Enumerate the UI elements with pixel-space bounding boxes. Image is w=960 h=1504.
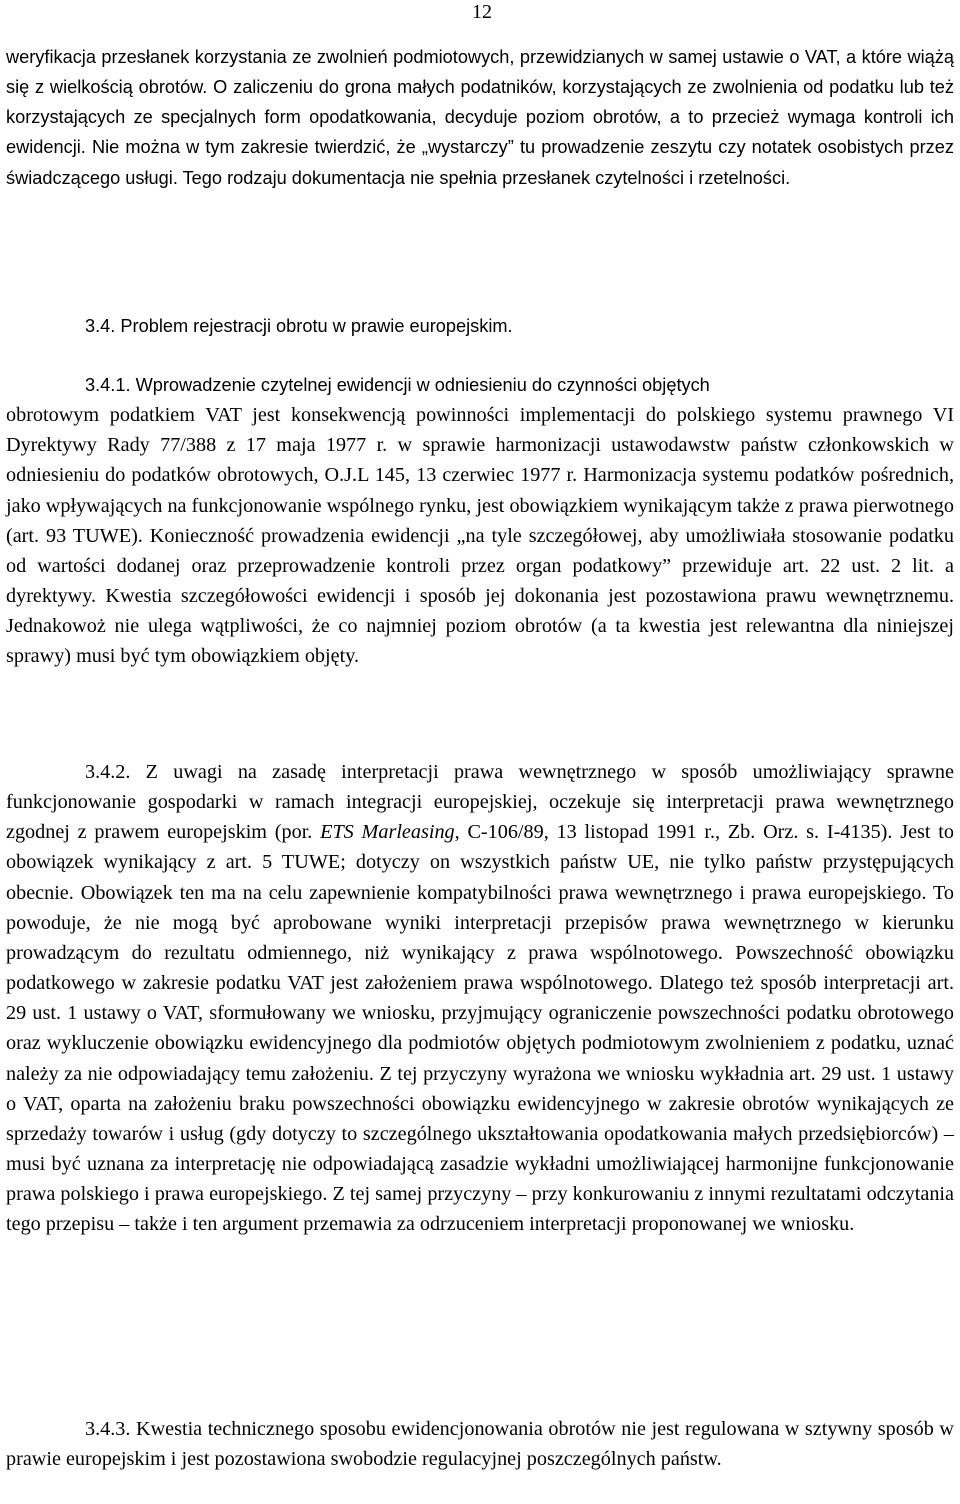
paragraph-1-text: weryfikacja przesłanek korzystania ze zwolnień podmiotowych, przewidzianych w samej ustawie o VAT, a które wiążą się z wielkością obrotów. O zaliczeniu do grona małych podatników, korzystających ze zwolnienia od podatku lub też korzystających ze specjalnych form opodatkowania, decyduje poziom obrotów, a to przecież wymaga kontroli ich ewidencji. Nie można w tym zakresie twierdzić, że „wystarczy” tu prowadzenie zeszytu czy notatek osobistych przez świadczącego usługi. Tego rodzaju dokumentacja nie spełnia przesłanek czytelności i rzetelności. [6,47,954,188]
paragraph-number: 3.4.2. [85,761,131,783]
paragraph-3-4-2 [6,757,954,1240]
paragraph-3-4-1-text: obrotowym podatkiem VAT jest konsekwencją powinności implementacji do polskiego systemu prawnego VI Dyrektywy Rady 77/388 z 17 maja 1977 r. w sprawie harmonizacji ustawodawstw państw członkowskich w odniesieniu do podatków obrotowych, O.J.L 145, 13 czerwiec 1977 r. Harmonizacja systemu podatków pośrednich, jako wpływających na funkcjonowanie wspólnego rynku, jest obowiązkiem wynikającym także z prawa pierwotnego (art. 93 TUWE). Konieczność prowadzenia ewidencji „na tyle szczegółowej, aby umożliwiała stosowanie podatku od wartości dodanej oraz przeprowadzenie kontroli przez organ podatkowy” przewiduje art. 22 ust. 2 lit. a dyrektywy. Kwestia szczegółowości ewidencji i sposób jej dokonania jest pozostawiona prawu wewnętrznemu. Jednakowoż nie ulega wątpliwości, że co najmniej poziom obrotów (a ta kwestia jest relewantna dla niniejszej sprawy) musi być tym obowiązkiem objęty. [6,404,954,668]
page-number: 12 [472,1,492,23]
paragraph-3-4-3 [6,1414,954,1474]
paragraph-number: 3.4.1. [85,375,131,395]
paragraph-3-4-2-text-before: Z uwagi na zasadę interpretacji prawa wewnętrznego w sposób umożliwiający sprawne funkcjonowanie gospodarki w ramach integracji europejskiej, oczekuje się interpretacji prawa wewnętrznego zgodnej z prawem europejskim (por. [6,761,954,844]
paragraph-3-4-3-text: Kwestia technicznego sposobu ewidencjonowania obrotów nie jest regulowana w sztywny sposób w prawie europejskim i jest pozostawiona swobodzie regulacyjnej poszczególnych państw. [6,1418,954,1471]
section-heading-3-4 [6,311,954,341]
section-heading-number: 3.4. [85,316,116,336]
paragraph-1 [6,42,954,193]
paragraph-lead-text: Wprowadzenie czytelnej ewidencji w odniesieniu do czynności objętych [135,375,710,395]
section-heading-title: Problem rejestracji obrotu w prawie europejskim. [120,316,513,336]
paragraph-number: 3.4.3. [85,1418,131,1440]
paragraph-3-4-1 [6,370,954,672]
case-name: ETS Marleasing [320,821,455,844]
paragraph-3-4-2-text-after: , C-106/89, 13 listopad 1991 r., Zb. Orz. s. I-4135). Jest to obowiązek wynikający z art. 5 TUWE; dotyczy on wszystkich państw UE, nie tylko państw przystępujących obecnie. Obowiązek ten ma na celu zapewnienie kompatybilności prawa wewnętrznego i prawa europejskiego. To powoduje, że nie mogą być aprobowane wyniki interpretacji przepisów prawa wewnętrznego w kierunku prowadzącym do rezultatu odmiennego, niż wynikający z prawa wspólnotowego. Powszechność obowiązku podatkowego w zakresie podatku VAT jest założeniem prawa wspólnotowego. Dlatego też sposób interpretacji art. 29 ust. 1 ustawy o VAT, sformułowany we wniosku, przyjmujący ograniczenie powszechności podatku obrotowego oraz wykluczenie obowiązku ewidencyjnego dla podmiotów objętych podmiotowym zwolnieniem z podatku, uznać należy za nie odpowiadający temu założeniu. Z tej przyczyny wyrażona we wniosku wykładnia art. 29 ust. 1 ustawy o VAT, oparta na założeniu braku powszechności obowiązku ewidencyjnego w zakresie obrotów wynikających ze sprzedaży towarów i usług (gdy dotyczy to szczególnego ukształtowania opodatkowania małych przedsiębiorców) – musi być uznana za interpretację nie odpowiadającą zasadzie wykładni umożliwiającej harmonijne funkcjonowanie prawa polskiego i prawa europejskiego. Z tej samej przyczyny – przy konkurowaniu z innymi rezultatami odczytania tego przepisu – także i ten argument przemawia za odrzuceniem interpretacji proponowanej we wniosku. [6,821,954,1236]
